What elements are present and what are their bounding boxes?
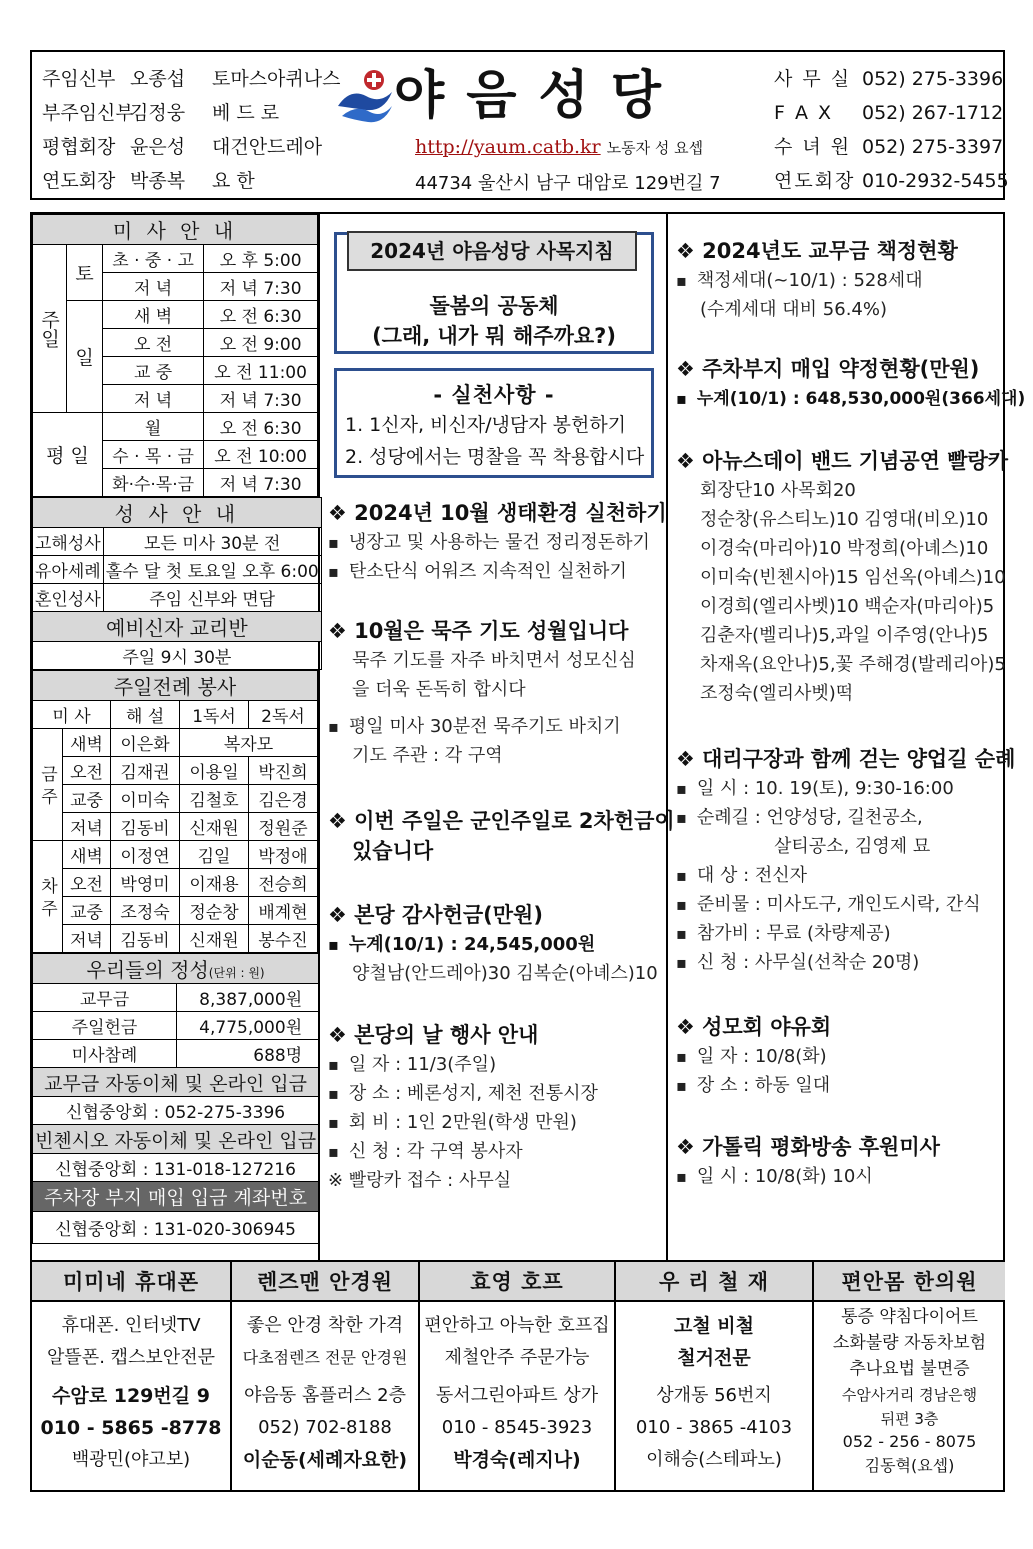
liturgy-cell: 교중 bbox=[63, 785, 111, 813]
ad-title: 편안몸 한의원 bbox=[814, 1262, 1005, 1302]
parish-logo bbox=[332, 58, 717, 138]
account-number: 신협중앙회 : 131-020-306945 bbox=[33, 1212, 319, 1244]
account-number: 신협중앙회 : 131-018-127216 bbox=[33, 1154, 319, 1182]
ad-line: 뒤편 3층 bbox=[880, 1410, 939, 1428]
notice-item: ▪ 신 청 : 사무실(선착순 20명) bbox=[676, 948, 1006, 977]
rosary-notice bbox=[328, 616, 664, 770]
offering-label: 교무금 bbox=[33, 984, 177, 1012]
notice-line: (수계세대 대비 56.4%) bbox=[700, 299, 887, 320]
mass-name: 초 · 중 · 고 bbox=[103, 245, 204, 273]
motto-title: 2024년 야음성당 사목지침 bbox=[347, 231, 637, 271]
saint-name: 베 드 로 bbox=[212, 102, 280, 124]
right-column bbox=[668, 214, 1026, 1262]
dues-notice bbox=[676, 236, 1006, 324]
notice-title: ❖ 이번 주일은 군인주일로 2차헌금이 bbox=[328, 809, 675, 833]
mass-name: 저 녁 bbox=[103, 273, 204, 301]
parish-day-notice bbox=[328, 1020, 664, 1195]
liturgy-header: 1독서 bbox=[180, 701, 249, 729]
liturgy-cell: 박정애 bbox=[249, 841, 318, 869]
notice-note: ※ 빨랑카 접수 : 사무실 bbox=[328, 1170, 512, 1191]
offering-unit: (단위 : 원) bbox=[208, 966, 265, 980]
liturgy-cell: 김일 bbox=[180, 841, 249, 869]
offering-amount: 688명 bbox=[177, 1040, 319, 1068]
ad-line: 철거전문 bbox=[677, 1347, 751, 1369]
notice-item: ▪ 참가비 : 무료 (차량제공) bbox=[676, 919, 1006, 948]
donor-line: 이경희(엘리사벳)10 백순자(마리아)5 bbox=[700, 596, 995, 617]
catechumen-time: 주일 9시 30분 bbox=[33, 642, 322, 670]
sacrament-info: 모든 미사 30분 전 bbox=[103, 528, 321, 556]
liturgy-cell: 봉수진 bbox=[249, 925, 318, 953]
person-name: 윤은성 bbox=[130, 136, 186, 158]
peace-mass-notice bbox=[676, 1132, 1006, 1191]
mass-name: 월 bbox=[103, 413, 204, 441]
saint-name: 대건안드레아 bbox=[212, 136, 323, 158]
ad-line: 010 - 3865 -4103 bbox=[635, 1417, 793, 1438]
mass-time: 오 후 5:00 bbox=[204, 245, 318, 273]
mass-time: 저 녁 7:30 bbox=[204, 273, 318, 301]
notice-title: ❖ 가톨릭 평화방송 후원미사 bbox=[676, 1135, 940, 1159]
pilgrimage-notice bbox=[676, 744, 1016, 977]
saturday-label: 토 bbox=[67, 245, 103, 301]
ad-line: 052 - 256 - 8075 bbox=[842, 1432, 977, 1451]
liturgy-cell: 박진희 bbox=[249, 757, 318, 785]
liturgy-cell: 오전 bbox=[63, 757, 111, 785]
sacrament-name: 고해성사 bbox=[33, 528, 104, 556]
ad-block bbox=[814, 1262, 1005, 1490]
ad-block bbox=[420, 1262, 616, 1490]
offering-label: 미사참례 bbox=[33, 1040, 177, 1068]
notice-title: 있습니다 bbox=[352, 839, 434, 863]
person-name: 박종복 bbox=[130, 170, 186, 192]
ad-line: 통증 약침다이어트 bbox=[841, 1307, 978, 1327]
liturgy-table bbox=[32, 670, 318, 953]
donor-line: 정순창(유스티노)10 김영대(비오)10 bbox=[700, 509, 989, 530]
notice-item: ▪ 준비물 : 미사도구, 개인도시락, 간식 bbox=[676, 890, 1006, 919]
liturgy-cell: 김동비 bbox=[111, 813, 180, 841]
mass-name: 저 녁 bbox=[103, 385, 204, 413]
offering-amount: 8,387,000원 bbox=[177, 984, 319, 1012]
notice-line: 묵주 기도를 자주 바치면서 성모신심 bbox=[352, 650, 636, 671]
mass-name: 교 중 bbox=[103, 357, 204, 385]
motto-line: 돌봄의 공동체 bbox=[429, 294, 559, 318]
notice-item: ▪ 누계(10/1) : 24,545,000원 bbox=[328, 930, 664, 959]
offering-amount: 4,775,000원 bbox=[177, 1012, 319, 1040]
notice-title: ❖ 주차부지 매입 약정현황(만원) bbox=[676, 357, 980, 381]
liturgy-cell: 이용일 bbox=[180, 757, 249, 785]
role-label: 주임신부 bbox=[42, 68, 116, 90]
notice-item: ▪ 대 상 : 전신자 bbox=[676, 861, 1006, 890]
website-link[interactable]: http://yaum.catb.kr bbox=[415, 136, 601, 158]
role-label: 평협회장 bbox=[42, 136, 116, 158]
notice-item: ▪ 누계(10/1) : 648,530,000원(366세대) bbox=[676, 384, 1006, 414]
ad-line: 추나요법 불면증 bbox=[849, 1359, 970, 1379]
parking-notice bbox=[676, 354, 1026, 414]
notice-title: ❖ 본당 감사헌금(만원) bbox=[328, 903, 543, 927]
notice-line: 살티공소, 김영제 묘 bbox=[774, 836, 931, 857]
notice-title: ❖ 본당의 날 행사 안내 bbox=[328, 1023, 539, 1047]
ad-line: 편안하고 아늑한 호프집 bbox=[424, 1315, 610, 1336]
liturgy-header: 해 설 bbox=[111, 701, 180, 729]
notice-line: 기도 주관 : 각 구역 bbox=[352, 745, 503, 766]
ad-line: 고철 비철 bbox=[673, 1315, 755, 1337]
liturgy-cell: 신재원 bbox=[180, 925, 249, 953]
ad-title: 미미네 휴대폰 bbox=[32, 1262, 230, 1302]
liturgy-cell: 이재용 bbox=[180, 869, 249, 897]
notice-item: ▪ 신 청 : 각 구역 봉사자 bbox=[328, 1137, 664, 1166]
notice-item: ▪ 일 자 : 10/8(화) bbox=[676, 1042, 1006, 1071]
mass-name: 화·수·목·금 bbox=[103, 469, 204, 497]
liturgy-cell: 이미숙 bbox=[111, 785, 180, 813]
notice-item: ▪ 평일 미사 30분전 묵주기도 바치기 bbox=[328, 712, 664, 741]
ad-line: 이해승(스테파노) bbox=[646, 1449, 782, 1470]
website-line bbox=[415, 136, 703, 158]
liturgy-cell: 새벽 bbox=[63, 841, 111, 869]
donor-line: 이경숙(마리아)10 박정희(아녜스)10 bbox=[700, 538, 989, 559]
liturgy-header: 2독서 bbox=[249, 701, 318, 729]
ad-line: 이순동(세례자요한) bbox=[242, 1449, 408, 1471]
eco-notice bbox=[328, 498, 667, 586]
ad-line: 백광민(야고보) bbox=[71, 1449, 191, 1470]
mass-title: 미 사 안 내 bbox=[33, 215, 318, 245]
sacrament-info: 주임 신부와 면담 bbox=[103, 584, 321, 612]
mass-time: 오 전 9:00 bbox=[204, 329, 318, 357]
liturgy-cell: 김재권 bbox=[111, 757, 180, 785]
notice-item: ▪ 책정세대(~10/1) : 528세대 bbox=[676, 266, 1006, 295]
ad-line: 야음동 홈플러스 2층 bbox=[244, 1385, 406, 1406]
ad-line: 010 - 8545-3923 bbox=[441, 1417, 593, 1438]
ad-line: 박경숙(레지나) bbox=[453, 1449, 581, 1471]
catechumen-title: 예비신자 교리반 bbox=[33, 612, 322, 642]
ads-footer bbox=[30, 1262, 1005, 1492]
role-label: 부주임신부 bbox=[42, 102, 134, 124]
mass-time: 오 전 11:00 bbox=[204, 357, 318, 385]
ad-title: 우 리 철 재 bbox=[616, 1262, 812, 1302]
ad-line: 제철안주 주문가능 bbox=[444, 1347, 590, 1368]
clergy-list bbox=[42, 62, 342, 198]
mass-name: 새 벽 bbox=[103, 301, 204, 329]
liturgy-cell: 전승희 bbox=[249, 869, 318, 897]
donor-line: 이미숙(빈첸시아)15 임선옥(아녜스)10 bbox=[700, 567, 1006, 588]
offering-label: 주일헌금 bbox=[33, 1012, 177, 1040]
sun-label: 일 bbox=[67, 301, 103, 413]
notice-item: ▪ 장 소 : 하동 일대 bbox=[676, 1071, 1006, 1100]
notice-item: ▪ 장 소 : 베론성지, 제천 전통시장 bbox=[328, 1079, 664, 1108]
church-logo-icon bbox=[336, 66, 396, 126]
account-title: 교무금 자동이체 및 온라인 입금 bbox=[33, 1068, 319, 1097]
offering-table bbox=[32, 953, 319, 1244]
account-number: 신협중앙회 : 052-275-3396 bbox=[33, 1097, 319, 1125]
sacrament-info: 홀수 달 첫 토요일 오후 6:00 bbox=[103, 556, 321, 584]
ad-line: 010 - 5865 -8778 bbox=[40, 1417, 222, 1439]
notice-title: ❖ 10월은 묵주 기도 성월입니다 bbox=[328, 619, 629, 643]
mass-name: 수 · 목 · 금 bbox=[103, 441, 204, 469]
ad-block bbox=[32, 1262, 232, 1490]
liturgy-cell: 저녁 bbox=[63, 813, 111, 841]
notice-item: ▪ 냉장고 및 사용하는 물건 정리정돈하기 bbox=[328, 528, 664, 557]
liturgy-cell: 김은경 bbox=[249, 785, 318, 813]
notice-item: ▪ 일 자 : 11/3(주일) bbox=[328, 1050, 664, 1079]
ad-line: 052) 702-8188 bbox=[258, 1417, 392, 1438]
notice-title: ❖ 성모회 야유회 bbox=[676, 1015, 832, 1039]
contact-number: 052) 275-3396 bbox=[862, 68, 1004, 90]
liturgy-cell: 복자모 bbox=[180, 729, 318, 757]
notice-title: ❖ 대리구장과 함께 걷는 양업길 순례 bbox=[676, 747, 1016, 771]
liturgy-cell: 정원준 bbox=[249, 813, 318, 841]
header bbox=[30, 50, 1009, 200]
donor-line: 회장단10 사목회20 bbox=[700, 480, 856, 501]
ad-block bbox=[232, 1262, 420, 1490]
ad-line: 휴대폰. 인터넷TV bbox=[61, 1315, 201, 1336]
notice-item: ▪ 탄소단식 어워즈 지속적인 실천하기 bbox=[328, 557, 664, 586]
mother-notice bbox=[676, 1012, 1006, 1100]
this-week-label: 금 주 bbox=[33, 729, 63, 841]
saint-name: 토마스아퀴나스 bbox=[212, 68, 341, 90]
liturgy-cell: 김동비 bbox=[111, 925, 180, 953]
contact-list bbox=[774, 62, 1009, 198]
person-name: 김정웅 bbox=[130, 102, 186, 124]
middle-column bbox=[320, 214, 675, 1262]
practice-item: 1. 1신자, 비신자/냉담자 봉헌하기 bbox=[345, 414, 627, 436]
mass-schedule-table bbox=[32, 214, 318, 497]
ad-line: 수암로 129번길 9 bbox=[52, 1385, 210, 1407]
ad-line: 소화불량 자동차보험 bbox=[832, 1333, 987, 1353]
liturgy-cell: 오전 bbox=[63, 869, 111, 897]
liturgy-header: 미 사 bbox=[33, 701, 111, 729]
contact-number: 052) 275-3397 bbox=[862, 136, 1004, 158]
sacrament-title: 성 사 안 내 bbox=[33, 498, 322, 528]
ad-title: 효영 호프 bbox=[420, 1262, 614, 1302]
military-notice bbox=[328, 806, 675, 866]
sacrament-table bbox=[32, 497, 322, 670]
thanks-notice bbox=[328, 900, 664, 988]
notice-title: ❖ 아뉴스데이 밴드 기념공연 빨랑카 bbox=[676, 449, 1009, 473]
contact-number: 052) 267-1712 bbox=[862, 102, 1004, 124]
ad-line: 김동혁(요셉) bbox=[864, 1456, 955, 1475]
liturgy-cell: 저녁 bbox=[63, 925, 111, 953]
liturgy-cell: 이정연 bbox=[111, 841, 180, 869]
next-week-label: 차 주 bbox=[33, 841, 63, 953]
liturgy-cell: 신재원 bbox=[180, 813, 249, 841]
notice-line: 을 더욱 돈독히 합시다 bbox=[352, 679, 526, 700]
practice-item: 2. 성당에서는 명찰을 꼭 착용합시다 bbox=[345, 446, 645, 468]
liturgy-cell: 김철호 bbox=[180, 785, 249, 813]
liturgy-cell: 교중 bbox=[63, 897, 111, 925]
weekday-label: 평 일 bbox=[33, 413, 103, 497]
ad-block bbox=[616, 1262, 814, 1490]
notice-item: ▪ 일 시 : 10/8(화) 10시 bbox=[676, 1162, 1006, 1191]
person-name: 오종섭 bbox=[130, 68, 186, 90]
patron-saint: 노동자 성 요셉 bbox=[606, 139, 704, 157]
address: 44734 울산시 남구 대암로 129번길 7 bbox=[415, 173, 721, 194]
contact-label: 사 무 실 bbox=[774, 68, 852, 90]
donor-line: 조정숙(엘리사벳)떡 bbox=[700, 683, 854, 704]
contact-label: 수 녀 원 bbox=[774, 136, 852, 158]
motto-line: (그래, 내가 뭐 해주까요?) bbox=[372, 324, 616, 348]
ad-title: 렌즈맨 안경원 bbox=[232, 1262, 418, 1302]
mass-time: 저 녁 7:30 bbox=[204, 385, 318, 413]
notice-title: ❖ 2024년 10월 생태환경 실천하기 bbox=[328, 501, 667, 525]
mass-time: 오 전 10:00 bbox=[204, 441, 318, 469]
notice-item: ▪ 일 시 : 10. 19(토), 9:30-16:00 bbox=[676, 774, 1006, 803]
ad-line: 상개동 56번지 bbox=[656, 1385, 772, 1406]
saint-name: 요 한 bbox=[212, 170, 255, 192]
band-notice bbox=[676, 446, 1009, 708]
pastoral-motto-box bbox=[334, 232, 654, 354]
mass-time: 오 전 6:30 bbox=[204, 413, 318, 441]
mass-time: 저 녁 7:30 bbox=[204, 469, 318, 497]
contact-label: 연도회장 bbox=[774, 170, 856, 192]
donor-line: 김춘자(벨리나)5,과일 이주영(안나)5 bbox=[700, 625, 989, 646]
ad-line: 좋은 안경 착한 가격 bbox=[246, 1315, 404, 1336]
practice-title: - 실천사항 - bbox=[433, 383, 555, 407]
parish-title: 야음성당 bbox=[394, 66, 683, 126]
donor-line: 차재옥(요안나)5,꽃 주해경(발레리아)5 bbox=[700, 654, 1006, 675]
liturgy-title: 주일전례 봉사 bbox=[33, 671, 318, 701]
bulletin-body bbox=[30, 212, 1026, 1262]
sunday-label: 주일 bbox=[33, 245, 67, 413]
contact-number: 010-2932-5455 bbox=[862, 170, 1009, 192]
ad-line: 수암사거리 경남은행 bbox=[841, 1386, 978, 1404]
offering-title: 우리들의 정성 bbox=[86, 958, 209, 982]
notice-item: ▪ 순례길 : 언양성당, 길천공소, bbox=[676, 803, 1006, 832]
account-title: 주차장 부지 매입 입금 계좌번호 bbox=[33, 1182, 319, 1212]
mass-name: 오 전 bbox=[103, 329, 204, 357]
sacrament-name: 혼인성사 bbox=[33, 584, 104, 612]
sacrament-name: 유아세례 bbox=[33, 556, 104, 584]
practice-box bbox=[334, 368, 654, 478]
liturgy-cell: 이은화 bbox=[111, 729, 180, 757]
liturgy-cell: 조정숙 bbox=[111, 897, 180, 925]
liturgy-cell: 박영미 bbox=[111, 869, 180, 897]
role-label: 연도회장 bbox=[42, 170, 116, 192]
liturgy-cell: 정순창 bbox=[180, 897, 249, 925]
contact-label: F A X bbox=[774, 102, 834, 124]
liturgy-cell: 배계현 bbox=[249, 897, 318, 925]
account-title: 빈첸시오 자동이체 및 온라인 입금 bbox=[33, 1125, 319, 1154]
ad-line: 알뜰폰. 캡스보안전문 bbox=[47, 1347, 215, 1368]
notice-item: ▪ 회 비 : 1인 2만원(학생 만원) bbox=[328, 1108, 664, 1137]
ad-line: 동서그린아파트 상가 bbox=[435, 1385, 599, 1406]
left-column bbox=[32, 214, 320, 1262]
notice-title: ❖ 2024년도 교무금 책정현황 bbox=[676, 239, 958, 263]
notice-line: 양철남(안드레아)30 김복순(아녜스)10 bbox=[352, 963, 658, 984]
liturgy-cell: 새벽 bbox=[63, 729, 111, 757]
mass-time: 오 전 6:30 bbox=[204, 301, 318, 329]
ad-line: 다초점렌즈 전문 안경원 bbox=[242, 1348, 408, 1367]
